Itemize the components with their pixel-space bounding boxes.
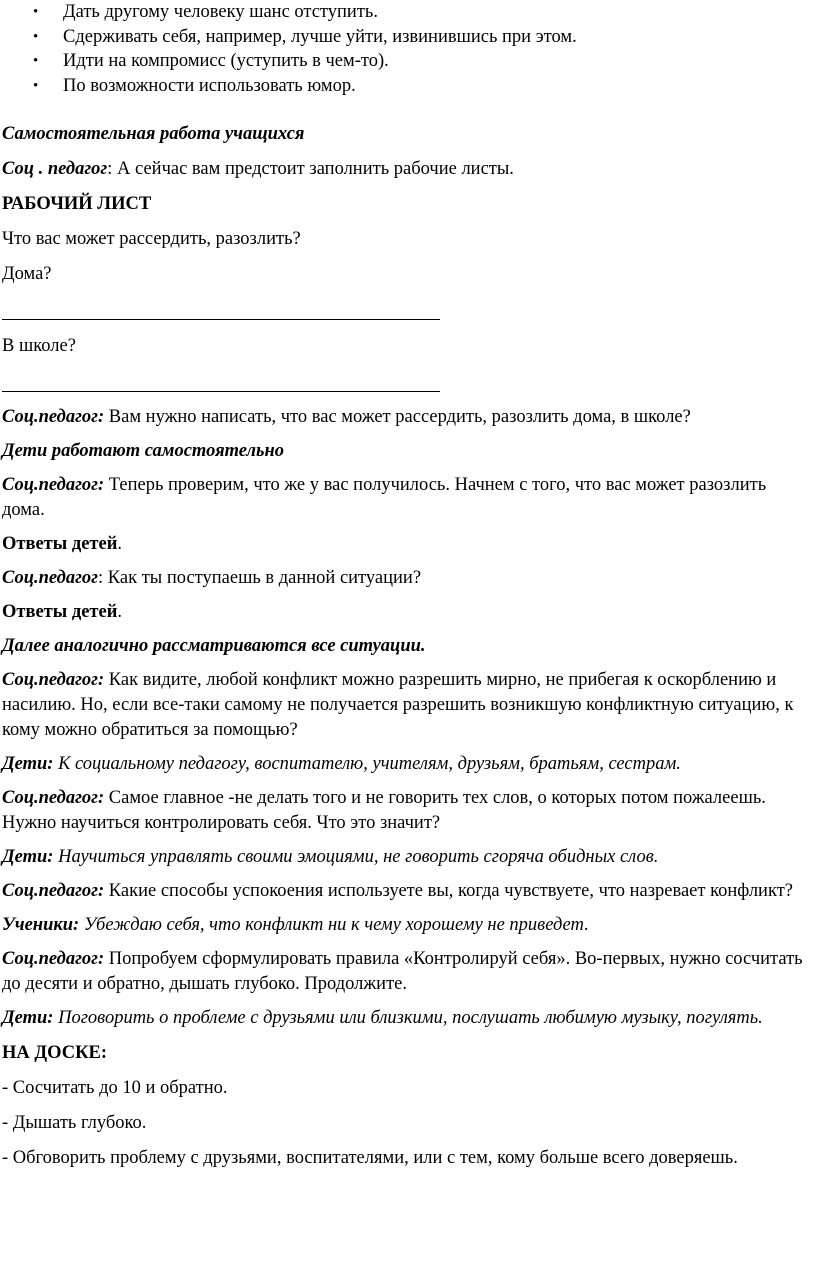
list-item: • Дать другому человеку шанс отступить. <box>2 0 810 25</box>
dialogue-line: Соц.педагог: Как ты поступаешь в данной ситуации? <box>2 568 422 588</box>
stage-note: Дети работают самостоятельно <box>2 441 284 461</box>
speaker-label: Дети: <box>2 847 54 867</box>
list-item: • Идти на компромисс (уступить в чем-то). <box>2 49 810 74</box>
worksheet-question: Что вас может рассердить, разозлить? <box>2 229 301 249</box>
bullet-list <box>2 0 810 98</box>
board-item: - Сосчитать до 10 и обратно. <box>2 1078 228 1098</box>
dialogue-line: Соц.педагог: Самое главное -не делать того и не говорить тех слов, о которых потом пожалеешь. Нужно научиться контролировать себя. Что это значит? <box>2 788 766 833</box>
dialogue-line: Дети: Научиться управлять своими эмоциями, не говорить сгоряча обидных слов. <box>2 847 659 867</box>
speaker-label: Соц.педагог: <box>2 407 105 427</box>
dialogue-line: Соц.педагог: Попробуем сформулировать правила «Контролируй себя». Во-первых, нужно сосчитать до десяти и обратно, дышать глубоко. Продолжите. <box>2 949 803 994</box>
dialogue-line: Соц.педагог: Теперь проверим, что же у вас получилось. Начнем с того, что вас может разозлить дома. <box>2 475 767 520</box>
speaker-label: Соц.педагог: <box>2 475 105 495</box>
bullet-icon: • <box>33 4 39 20</box>
speaker-label: Соц.педагог <box>2 568 99 588</box>
speaker-label: Соц.педагог: <box>2 788 105 808</box>
answers-label: Ответы детей. <box>2 534 122 554</box>
speaker-label: Дети: <box>2 754 54 774</box>
answer-line-school[interactable] <box>2 391 440 392</box>
worksheet-title: РАБОЧИЙ ЛИСТ <box>2 194 152 214</box>
list-item: • По возможности использовать юмор. <box>2 74 810 99</box>
bullet-icon: • <box>33 28 39 45</box>
board-item: - Дышать глубоко. <box>2 1113 147 1133</box>
speaker-label: Ученики: <box>2 915 80 935</box>
speaker-label: Дети: <box>2 1008 54 1028</box>
home-label: Дома? <box>2 264 52 284</box>
answer-line-home[interactable] <box>2 319 440 320</box>
dialogue-line: Соц.педагог: Какие способы успокоения используете вы, когда чувствуете, что назревает конфликт? <box>2 881 793 901</box>
speaker-label: Соц.педагог: <box>2 881 105 901</box>
dialogue-line: Соц.педагог: Как видите, любой конфликт можно разрешить мирно, не прибегая к оскорблению и насилию. Но, если все-таки самому не получается разрешить возникшую конфликтную ситуацию, к кому можно обратиться за помощью? <box>2 670 794 740</box>
dialogue-line: Соц.педагог: Вам нужно написать, что вас может рассердить, разозлить дома, в школе? <box>2 407 691 427</box>
section-title: Самостоятельная работа учащихся <box>2 124 305 144</box>
dialogue-line: Дети: К социальному педагогу, воспитателю, учителям, друзьям, братьям, сестрам. <box>2 754 681 774</box>
speaker-label: Соц.педагог: <box>2 949 105 969</box>
stage-note: Далее аналогично рассматриваются все ситуации. <box>2 636 426 656</box>
board-title: НА ДОСКЕ: <box>2 1043 107 1063</box>
school-label: В школе? <box>2 336 76 356</box>
intro-paragraph: Соц . педагог: А сейчас вам предстоит заполнить рабочие листы. <box>2 159 514 179</box>
bullet-icon: • <box>33 77 39 94</box>
dialogue-line: Дети: Поговорить о проблеме с друзьями или близкими, послушать любимую музыку, погулять. <box>2 1008 763 1028</box>
speaker-label: Соц . педагог <box>2 159 108 179</box>
answers-label: Ответы детей. <box>2 602 122 622</box>
list-item: • Сдерживать себя, например, лучше уйти, извинившись при этом. <box>2 25 810 50</box>
bullet-icon: • <box>33 53 39 69</box>
speaker-label: Соц.педагог: <box>2 670 105 690</box>
board-item: - Обговорить проблему с друзьями, воспитателями, или с тем, кому больше всего доверяешь. <box>2 1148 738 1168</box>
dialogue-line: Ученики: Убеждаю себя, что конфликт ни к чему хорошему не приведет. <box>2 915 589 935</box>
